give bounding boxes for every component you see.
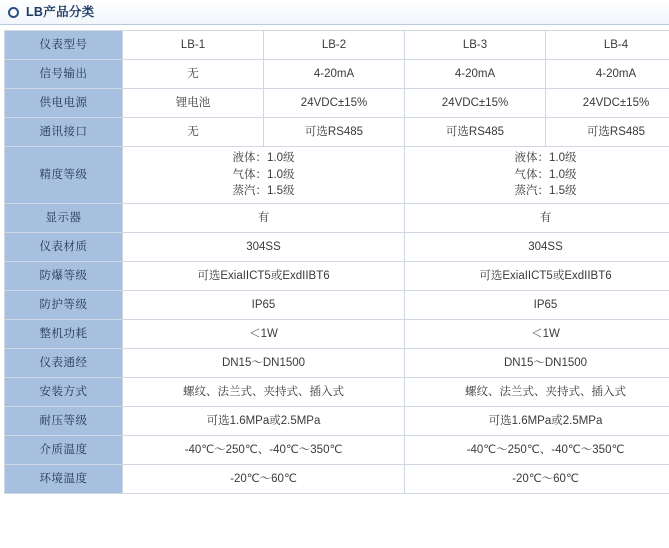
row-label: 供电电源: [5, 89, 123, 118]
table-row: [5, 349, 669, 378]
table-cell: 24VDC±15%: [546, 89, 669, 118]
table-cell: -40℃～250℃、-40℃～350℃: [405, 436, 669, 465]
table-cell: DN15～DN1500: [405, 349, 669, 378]
row-label: 整机功耗: [5, 320, 123, 349]
table-cell: 可选RS485: [546, 118, 669, 147]
table-cell: LB-4: [546, 31, 669, 60]
table-cell: 可选1.6MPa或2.5MPa: [405, 407, 669, 436]
table-cell: IP65: [405, 291, 669, 320]
row-label: 显示器: [5, 204, 123, 233]
table-row: [5, 89, 669, 118]
table-cell: 无: [123, 118, 264, 147]
table-cell: 可选1.6MPa或2.5MPa: [123, 407, 405, 436]
table-row: [5, 320, 669, 349]
table-row: [5, 465, 669, 494]
table-cell: 可选RS485: [405, 118, 546, 147]
table-cell: 304SS: [405, 233, 669, 262]
product-spec-table: [4, 30, 669, 494]
row-label: 耐压等级: [5, 407, 123, 436]
bullet-circle-icon: [8, 7, 19, 18]
table-row: [5, 118, 669, 147]
table-cell: ＜1W: [123, 320, 405, 349]
table-cell: 24VDC±15%: [405, 89, 546, 118]
table-cell: 4-20mA: [405, 60, 546, 89]
table-row: [5, 436, 669, 465]
table-cell: 螺纹、法兰式、夹持式、插入式: [123, 378, 405, 407]
cell-line: 液体：1.0级: [232, 152, 295, 164]
row-label: 仪表型号: [5, 31, 123, 60]
row-label: 仪表材质: [5, 233, 123, 262]
row-label: 仪表通经: [5, 349, 123, 378]
table-cell: [405, 147, 669, 204]
table-cell: 304SS: [123, 233, 405, 262]
section-header: [0, 0, 669, 25]
table-cell: 无: [123, 60, 264, 89]
table-row: [5, 204, 669, 233]
cell-line: 液体：1.0级: [514, 152, 577, 164]
table-cell: [123, 147, 405, 204]
table-cell: DN15～DN1500: [123, 349, 405, 378]
cell-line: 蒸汽：1.5级: [232, 185, 295, 198]
table-row: [5, 147, 669, 204]
table-row: [5, 233, 669, 262]
table-cell: -20℃～60℃: [405, 465, 669, 494]
cell-line: 气体：1.0级: [514, 168, 577, 181]
table-cell: 可选RS485: [264, 118, 405, 147]
row-label: 防护等级: [5, 291, 123, 320]
spec-table-wrapper: [0, 25, 669, 494]
table-cell: LB-1: [123, 31, 264, 60]
cell-line: 蒸汽：1.5级: [514, 185, 577, 198]
table-cell: 4-20mA: [546, 60, 669, 89]
table-cell: 螺纹、法兰式、夹持式、插入式: [405, 378, 669, 407]
table-cell: 24VDC±15%: [264, 89, 405, 118]
table-cell: -40℃～250℃、-40℃～350℃: [123, 436, 405, 465]
table-cell: 可选ExiaIICT5或ExdIIBT6: [123, 262, 405, 291]
page-title: LB产品分类: [26, 4, 95, 19]
table-cell: -20℃～60℃: [123, 465, 405, 494]
table-row: [5, 378, 669, 407]
row-label: 精度等级: [5, 147, 123, 204]
table-cell: 有: [123, 204, 405, 233]
table-cell: ＜1W: [405, 320, 669, 349]
table-cell: 4-20mA: [264, 60, 405, 89]
row-label: 环境温度: [5, 465, 123, 494]
table-cell: 可选ExiaIICT5或ExdIIBT6: [405, 262, 669, 291]
table-row: [5, 407, 669, 436]
table-row: [5, 31, 669, 60]
table-row: [5, 262, 669, 291]
row-label: 介质温度: [5, 436, 123, 465]
table-cell: 锂电池: [123, 89, 264, 118]
row-label: 信号输出: [5, 60, 123, 89]
cell-line: 气体：1.0级: [232, 168, 295, 181]
table-row: [5, 60, 669, 89]
table-cell: 有: [405, 204, 669, 233]
row-label: 防爆等级: [5, 262, 123, 291]
row-label: 通讯接口: [5, 118, 123, 147]
table-cell: IP65: [123, 291, 405, 320]
table-cell: LB-3: [405, 31, 546, 60]
table-cell: LB-2: [264, 31, 405, 60]
row-label: 安装方式: [5, 378, 123, 407]
table-row: [5, 291, 669, 320]
